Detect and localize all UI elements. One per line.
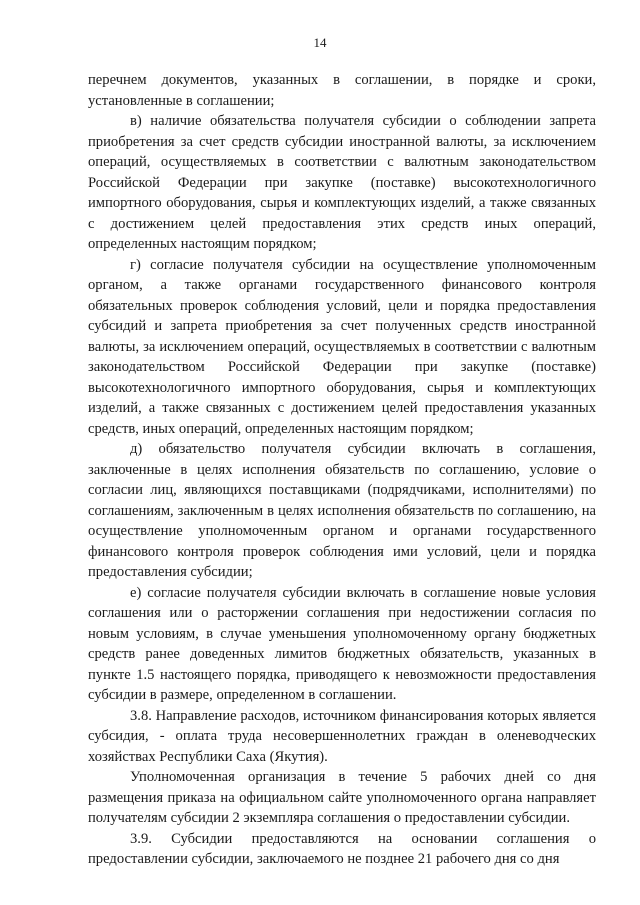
paragraph-item-g: г) согласие получателя субсидии на осуществление уполномоченным органом, а также органами государственного финансового контроля обязательных проверок соблюдения условий, цели и порядка предоставления субсидий и запрета приобретения за счет полученных средств иностранной валюты, за исключением операций, осуществляемых в соответствии с валютным законодательством Российской Федерации при закупке (поставке) высокотехнологичного импортного оборудования, сырья и комплектующих изделий, а также связанных с достижением целей предоставления указанных средств, иных операций, определенных настоящим порядком;: [88, 256, 596, 437]
paragraph-3-8: 3.8. Направление расходов, источником финансирования которых является субсидия, - оплата труда несовершеннолетних граждан в оленеводческих хозяйствах Республики Саха (Якутия).: [88, 707, 596, 765]
paragraph-item-d: д) обязательство получателя субсидии включать в соглашения, заключенные в целях исполнения обязательств по соглашению, условие о согласии лиц, являющихся поставщиками (подрядчиками, исполнителями) по соглашениям, заключенным в целях исполнения обязательств по соглашению, на осуществление уполномоченным органом и органами государственного финансового контроля проверок соблюдения ими условий, цели и порядка предоставления субсидии;: [88, 441, 596, 580]
page-number: 14: [313, 35, 327, 50]
paragraph-3-9: 3.9. Субсидии предоставляются на основании соглашения о предоставлении субсидии, заключаемого не позднее 21 рабочего дня со дня: [88, 830, 596, 867]
document-body: [88, 70, 596, 870]
paragraph-item-e: е) согласие получателя субсидии включать в соглашение новые условия соглашения или о расторжении соглашения при недостижении согласия по новым условиям, в случае уменьшения уполномоченному органу бюджетных средств ранее доведенных лимитов бюджетных обязательств, указанных в пункте 1.5 настоящего порядка, приводящего к невозможности предоставления субсидии в размере, определенном в соглашении.: [88, 584, 596, 703]
paragraph-authorized-org: Уполномоченная организация в течение 5 рабочих дней со дня размещения приказа на официальном сайте уполномоченного органа направляет получателям субсидии 2 экземпляра соглашения о предоставлении субсидии.: [88, 769, 596, 826]
paragraph-item-v: в) наличие обязательства получателя субсидии о соблюдении запрета приобретения за счет средств субсидии иностранной валюты, за исключением операций, осуществляемых в соответствии с валютным законодательством Российской Федерации при закупке (поставке) высокотехнологичного импортного оборудования, сырья и комплектующих изделий, а также связанных с достижением целей предоставления этих средств иных операций, определенных настоящим порядком;: [88, 113, 596, 252]
paragraph-continuation: перечнем документов, указанных в соглашении, в порядке и сроки, установленные в соглашении;: [88, 72, 596, 109]
